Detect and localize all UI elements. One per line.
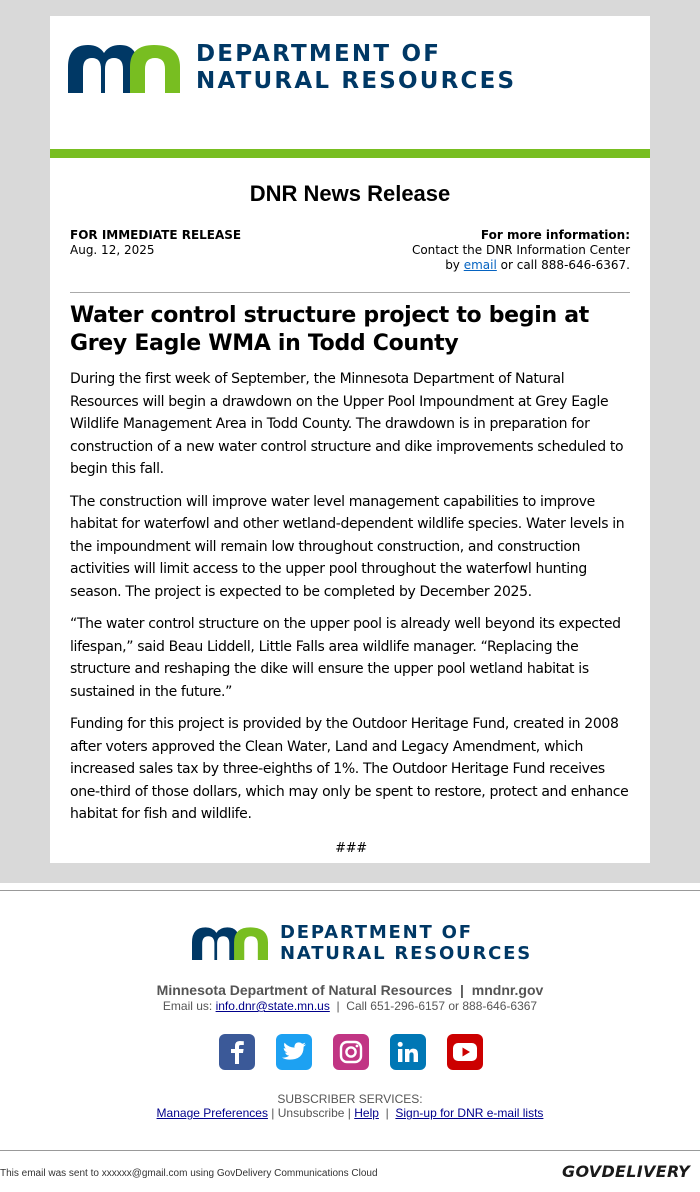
email-prefix: Email us: bbox=[162, 999, 216, 1013]
footer-contact-line bbox=[0, 999, 700, 1013]
subscriber-services-title: SUBSCRIBER SERVICES: bbox=[277, 1092, 423, 1106]
link-separator: | bbox=[378, 1106, 396, 1120]
email-link[interactable]: email bbox=[463, 258, 497, 272]
link-separator: | bbox=[344, 1106, 355, 1120]
contact-email-line bbox=[412, 258, 630, 273]
article-paragraph: The construction will improve water level management capabilities to improve habitat for waterfowl and other wetland-dependent wildlife species. Water levels in the impoundment will remain low throughout construction, and construction activities will limit access to the upper pool throughout the waterfowl hunting season. The project is expected to be completed by December 2025. bbox=[70, 493, 625, 600]
contact-info bbox=[412, 228, 630, 273]
release-meta bbox=[70, 228, 241, 258]
logo-line-2: NATURAL RESOURCES bbox=[280, 943, 532, 964]
call-suffix: or call 888-646-6367. bbox=[496, 258, 630, 272]
logo-line-1: DEPARTMENT OF bbox=[196, 41, 442, 67]
article-paragraph: “The water control structure on the upper pool is already well beyond its expected lifespan,” said Beau Liddell, Little Falls area wildlife manager. “Replacing the structure and reshaping the dike will ensure the upper pool wetland habitat is sustained in the future.” bbox=[70, 616, 621, 700]
bottom-separator bbox=[0, 1150, 700, 1151]
signup-link[interactable]: Sign-up for DNR e-mail lists bbox=[395, 1106, 544, 1120]
end-mark: ### bbox=[335, 840, 367, 856]
release-date: Aug. 12, 2025 bbox=[70, 243, 155, 257]
by-prefix: by bbox=[445, 258, 464, 272]
mn-logo-icon bbox=[68, 43, 180, 93]
unsubscribe-link[interactable]: Unsubscribe bbox=[277, 1106, 345, 1120]
instagram-icon[interactable] bbox=[333, 1034, 369, 1070]
help-link[interactable]: Help bbox=[354, 1106, 379, 1120]
footer-org-line bbox=[0, 982, 700, 998]
linkedin-icon[interactable] bbox=[390, 1034, 426, 1070]
govdelivery-logo[interactable]: GOVDELIVERY bbox=[562, 1162, 690, 1181]
twitter-icon[interactable] bbox=[276, 1034, 312, 1070]
news-release-card bbox=[50, 16, 650, 863]
footer-email-link[interactable]: info.dnr@state.mn.us bbox=[215, 999, 330, 1013]
more-info-label: For more information: bbox=[480, 228, 630, 242]
green-divider bbox=[50, 149, 650, 158]
article-paragraph: During the first week of September, the Minnesota Department of Natural Resources will begin a drawdown on the Upper Pool Impoundment at Grey Eagle Wildlife Management Area in Todd County. The drawdown is in preparation for construction of a new water control structure and dike improvements scheduled to begin this fall. bbox=[70, 371, 624, 477]
facebook-icon[interactable] bbox=[219, 1034, 255, 1070]
manage-preferences-link[interactable]: Manage Preferences bbox=[156, 1106, 268, 1120]
logo-line-2: NATURAL RESOURCES bbox=[196, 68, 517, 94]
youtube-icon[interactable] bbox=[447, 1034, 483, 1070]
contact-line: Contact the DNR Information Center bbox=[411, 243, 630, 257]
footer-phone: | Call 651-296-6157 or 888-646-6367 bbox=[329, 999, 538, 1013]
sent-notice: This email was sent to xxxxxx@gmail.com using GovDelivery Communications Cloud bbox=[0, 1168, 378, 1179]
footer-separator bbox=[0, 890, 700, 891]
org-name: Minnesota Department of Natural Resources bbox=[156, 982, 453, 998]
article-body bbox=[70, 368, 632, 860]
footer-logo-text bbox=[280, 922, 532, 964]
social-links bbox=[219, 1034, 483, 1070]
article-headline: Water control structure project to begin at Grey Eagle WMA in Todd County bbox=[70, 303, 589, 356]
site-name: mndnr.gov bbox=[471, 982, 544, 998]
mn-logo-icon bbox=[192, 926, 268, 960]
dnr-logo-text bbox=[196, 41, 516, 95]
footer-dnr-logo[interactable] bbox=[192, 922, 532, 964]
subscriber-links bbox=[0, 1106, 700, 1120]
article-paragraph: Funding for this project is provided by the Outdoor Heritage Fund, created in 2008 after voters approved the Clean Water, Land and Legacy Amendment, which increased sales tax by three-eighths of 1%. The Outdoor Heritage Fund receives one-third of those dollars, which may only be spent to restore, protect and enhance habitat for fish and wildlife. bbox=[70, 716, 629, 822]
horizontal-rule bbox=[70, 292, 630, 293]
link-separator: | bbox=[267, 1106, 278, 1120]
org-separator: | bbox=[452, 982, 472, 998]
dnr-logo bbox=[68, 42, 516, 94]
release-title: DNR News Release bbox=[249, 181, 451, 206]
logo-line-1: DEPARTMENT OF bbox=[280, 922, 473, 943]
immediate-release-label: FOR IMMEDIATE RELEASE bbox=[70, 228, 242, 242]
